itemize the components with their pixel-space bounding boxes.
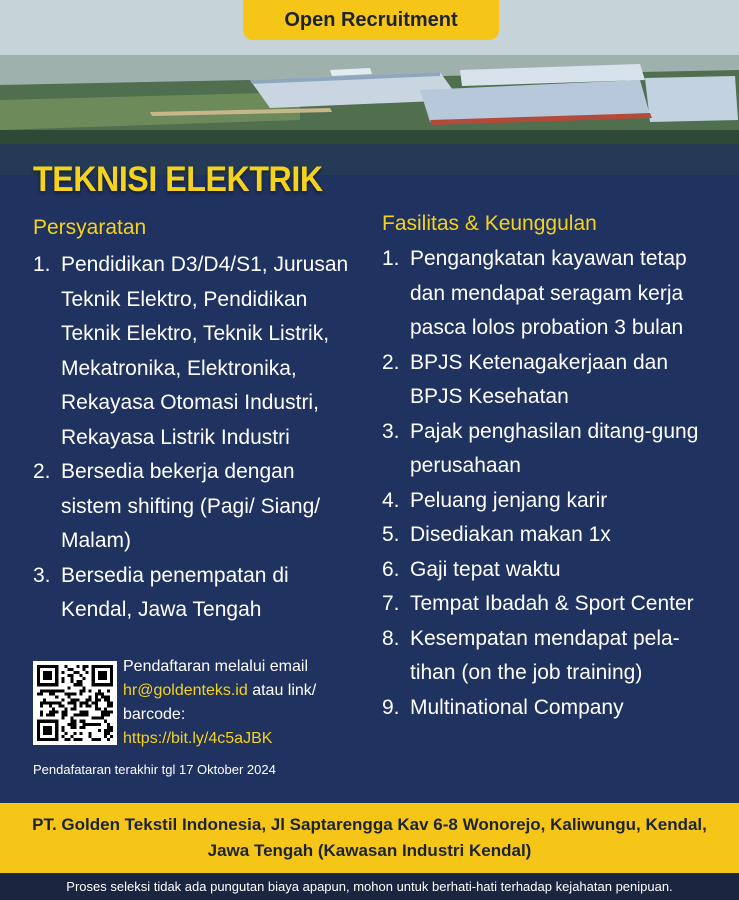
list-text: Pendidikan D3/D4/S1, Jurusan Teknik Elektro, Pendidikan Teknik Elektro, Teknik Listrik, Mekatronika, Elektronika, Rekayasa Otomasi Industri, Rekayasa Listrik Industri [61, 253, 349, 449]
list-number: 2. [33, 460, 51, 483]
list-item [382, 622, 712, 691]
job-title: TEKNISI ELEKTRIK [33, 160, 323, 199]
list-text: Tempat Ibadah & Sport Center [410, 592, 694, 615]
registration-text: atau link/ [247, 682, 317, 699]
list-item [382, 484, 712, 519]
list-text: Peluang jenjang karir [410, 488, 608, 512]
list-item [382, 691, 712, 726]
list-item [33, 559, 358, 628]
open-recruitment-badge: Open Recruitment [243, 0, 499, 40]
list-item [33, 455, 358, 559]
list-item [382, 346, 712, 415]
list-number: 5. [382, 523, 400, 546]
registration-line [123, 679, 368, 703]
requirements-heading: Persyaratan [33, 216, 147, 239]
list-number: 1. [33, 253, 51, 276]
list-number: 7. [382, 592, 400, 615]
list-number: 3. [33, 563, 51, 587]
company-address [0, 803, 739, 873]
list-number: 8. [382, 626, 400, 650]
list-number: 6. [382, 557, 400, 581]
list-text: Pengangkatan kayawan tetap dan mendapat seragam kerja pasca lolos probation 3 bulan [410, 247, 687, 339]
list-text: BPJS Ketenagakerjaan dan BPJS Kesehatan [410, 350, 669, 408]
list-item [33, 248, 358, 455]
registration-line: Pendaftaran melalui email [123, 658, 308, 675]
benefits-list [382, 242, 712, 725]
list-text: Multinational Company [410, 695, 624, 719]
registration-line: barcode: [123, 706, 186, 723]
list-text: Pajak penghasilan ditang-gung perusahaan [410, 419, 699, 477]
registration-info [123, 655, 368, 751]
address-line: PT. Golden Tekstil Indonesia, Jl Saptarengga Kav 6-8 Wonorejo, Kaliwungu, Kendal, [32, 815, 707, 834]
list-item [382, 518, 712, 553]
warning-note: Proses seleksi tidak ada pungutan biaya apapun, mohon untuk berhati-hati terhadap kejahatan penipuan. [0, 873, 739, 900]
list-text: Bersedia penempatan di Kendal, Jawa Tengah [61, 563, 289, 621]
requirements-list [33, 248, 358, 628]
list-number: 4. [382, 488, 400, 512]
qr-code[interactable] [33, 661, 117, 745]
list-text: Disediakan makan 1x [410, 523, 611, 546]
email-link[interactable]: hr@goldenteks.id [123, 682, 248, 699]
list-text: Kesempatan mendapat pela-tihan (on the job training) [410, 626, 680, 684]
registration-link[interactable]: https://bit.ly/4c5aJBK [123, 730, 273, 747]
list-number: 9. [382, 695, 400, 719]
list-number: 3. [382, 419, 400, 443]
list-item [382, 415, 712, 484]
list-item [382, 242, 712, 346]
list-item [382, 553, 712, 588]
registration-deadline: Pendafataran terakhir tgl 17 Oktober 2024 [33, 762, 276, 777]
address-line: Jawa Tengah (Kawasan Industri Kendal) [207, 841, 532, 860]
list-text: Bersedia bekerja dengan sistem shifting (Pagi/ Siang/ Malam) [61, 460, 321, 552]
list-text: Gaji tepat waktu [410, 557, 561, 581]
list-number: 1. [382, 247, 400, 270]
benefits-heading: Fasilitas & Keunggulan [382, 212, 597, 235]
list-item [382, 587, 712, 622]
list-number: 2. [382, 350, 400, 374]
